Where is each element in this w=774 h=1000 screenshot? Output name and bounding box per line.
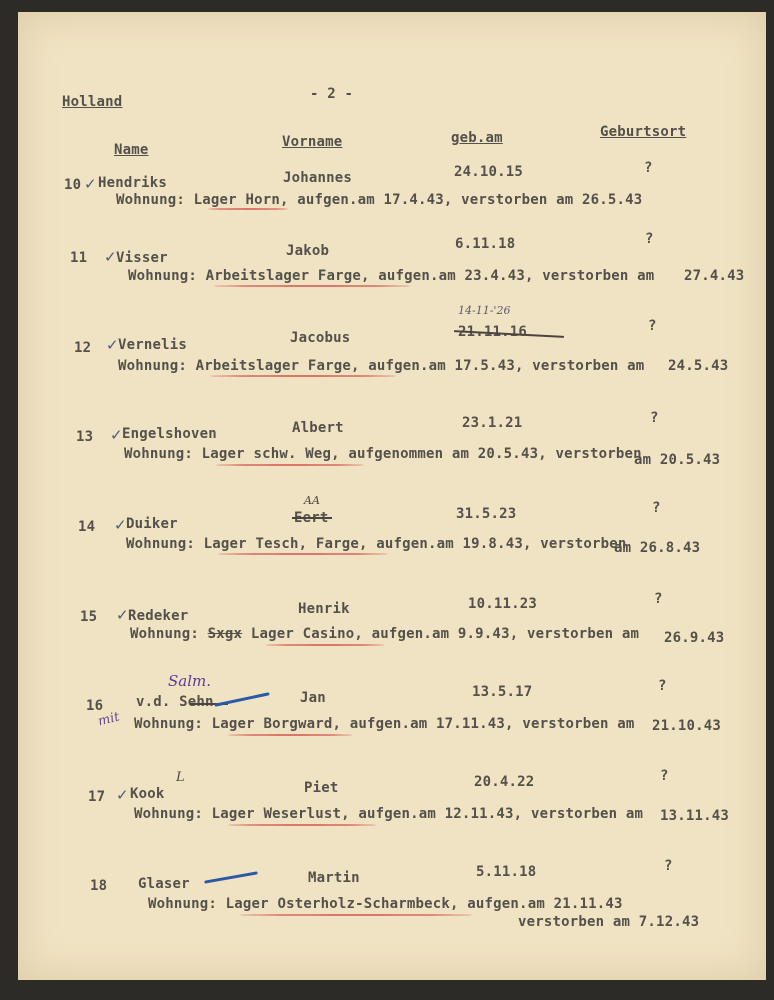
entry-name: Vernelis (118, 337, 188, 353)
entry-name: Hendriks (98, 175, 168, 191)
entry-name: Duiker (126, 516, 178, 532)
red-underline (210, 375, 396, 377)
check-mark-icon: ✓ (116, 606, 129, 624)
entry-name: v.d. Sehn (136, 694, 214, 710)
entry-number: 10 (64, 177, 82, 193)
entry-death-date: 27.4.43 (684, 268, 745, 284)
entry-vorname: Johannes (283, 170, 353, 186)
handwritten-date-correction: 14-11-'26 (458, 304, 511, 317)
entry-birthdate: 13.5.17 (472, 684, 533, 700)
strikethrough-line (292, 517, 332, 519)
red-underline (228, 824, 376, 826)
entry-birthdate: 10.11.23 (468, 596, 538, 612)
entry-birthdate: 6.11.18 (455, 236, 516, 252)
entry-name: Glaser (138, 876, 190, 892)
entry-name: Kook (130, 786, 165, 802)
entry-vorname: Martin (308, 870, 360, 886)
check-mark-icon: ✓ (114, 516, 127, 534)
red-underline (216, 464, 364, 466)
entry-name: Engelshoven (122, 426, 217, 442)
entry-number: 17 (88, 789, 106, 805)
handwritten-margin-note: mit (96, 709, 122, 730)
entry-death-date: verstorben am 7.12.43 (518, 914, 700, 930)
entry-residence: Wohnung: Lager schw. Weg, aufgenommen am 20.5.43, verstorben (124, 446, 642, 462)
handwritten-vorname-correction: AA (304, 494, 320, 507)
entry-residence: Wohnung: Lager Osterholz-Scharmbeck, aufgen.am 21.11.43 (148, 896, 623, 912)
entry-name: Visser (116, 250, 168, 266)
entry-death-date: 26.9.43 (664, 630, 725, 646)
entry-birthplace: ? (652, 500, 661, 516)
entry-birthplace: ? (664, 858, 673, 874)
entry-residence: Wohnung: Lager Weserlust, aufgen.am 12.11.43, verstorben am (134, 806, 644, 822)
entry-residence: Wohnung: Lager Tesch, Farge, aufgen.am 19.8.43, verstorben (126, 536, 627, 552)
red-underline (214, 285, 410, 287)
country-heading: Holland (62, 94, 123, 110)
entry-death-date: 24.5.43 (668, 358, 729, 374)
red-underline (228, 734, 352, 736)
entry-birthplace: ? (654, 591, 663, 607)
check-mark-icon: ✓ (104, 248, 117, 266)
page-number: - 2 - (310, 86, 354, 102)
blue-pencil-mark (214, 692, 269, 707)
entry-residence: Wohnung: Lager Horn, aufgen.am 17.4.43, verstorben am 26.5.43 (116, 192, 643, 208)
entry-death-date: 21.10.43 (652, 718, 722, 734)
entry-vorname: Jacobus (290, 330, 351, 346)
entry-name: Redeker (128, 608, 189, 624)
check-mark-icon: ✓ (106, 336, 119, 354)
check-mark-icon: ✓ (116, 786, 129, 804)
entry-birthplace: ? (644, 160, 653, 176)
entry-vorname: Albert (292, 420, 344, 436)
entry-birthplace: ? (650, 410, 659, 426)
entry-death-date: 13.11.43 (660, 808, 730, 824)
entry-birthdate: 21.11.16 (458, 324, 528, 340)
check-mark-icon: ✓ (110, 426, 123, 444)
entry-birthdate: 24.10.15 (454, 164, 524, 180)
red-underline (208, 208, 288, 210)
entry-birthdate: 23.1.21 (462, 415, 523, 431)
tick-mark-icon: L (176, 770, 185, 785)
entry-birthplace: ? (645, 231, 654, 247)
entry-birthplace: ? (660, 768, 669, 784)
column-header-geb: geb.am (451, 130, 503, 146)
entry-birthdate: 31.5.23 (456, 506, 517, 522)
entry-residence: Wohnung: Arbeitslager Farge, aufgen.am 23.4.43, verstorben am (128, 268, 655, 284)
column-header-vorname: Vorname (282, 134, 343, 150)
entry-residence: Wohnung: Arbeitslager Farge, aufgen.am 17.5.43, verstorben am (118, 358, 645, 374)
entry-number: 12 (74, 340, 92, 356)
entry-vorname: Eert (294, 510, 329, 526)
check-mark-icon: ✓ (84, 175, 97, 193)
entry-number: 15 (80, 609, 98, 625)
entry-vorname: Henrik (298, 601, 350, 617)
column-header-ort: Geburtsort (600, 124, 687, 140)
entry-vorname: Jakob (286, 243, 330, 259)
entry-death-date: am 20.5.43 (634, 452, 721, 468)
entry-number: 16 (86, 698, 104, 714)
column-header-name: Name (114, 142, 149, 158)
red-underline (240, 914, 472, 916)
entry-vorname: Piet (304, 780, 339, 796)
blue-pencil-mark (204, 871, 258, 883)
entry-number: 18 (90, 878, 108, 894)
entry-birthplace: ? (658, 678, 667, 694)
handwritten-name-correction: Salm. (168, 672, 212, 690)
entry-birthdate: 20.4.22 (474, 774, 535, 790)
document-page (18, 12, 766, 980)
entry-vorname: Jan (300, 690, 326, 706)
entry-number: 11 (70, 250, 88, 266)
red-underline (266, 644, 384, 646)
red-underline (218, 553, 388, 555)
entry-residence: Wohnung: Sxgx Lager Casino, aufgen.am 9.9.43, verstorben am (130, 626, 640, 642)
entry-residence: Wohnung: Lager Borgward, aufgen.am 17.11.43, verstorben am (134, 716, 635, 732)
entry-number: 14 (78, 519, 96, 535)
entry-death-date: am 26.8.43 (614, 540, 701, 556)
entry-number: 13 (76, 429, 94, 445)
entry-birthplace: ? (648, 318, 657, 334)
entry-birthdate: 5.11.18 (476, 864, 537, 880)
